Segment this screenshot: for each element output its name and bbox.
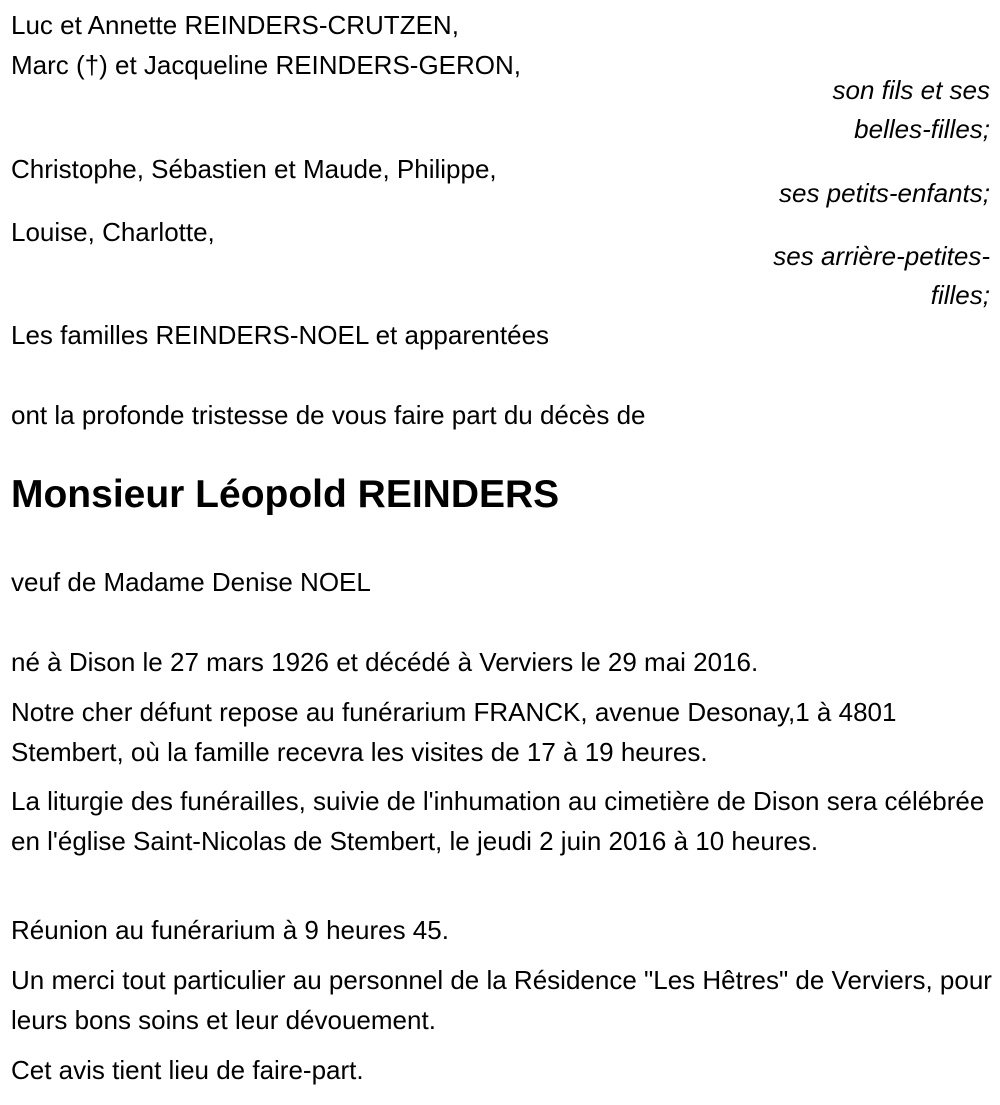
birth-death-info: né à Dison le 27 mars 1926 et décédé à Verviers le 29 mai 2016. <box>11 647 759 677</box>
family-line: Louise, Charlotte, <box>11 217 215 247</box>
relation-label: belles-filles; <box>854 114 990 144</box>
deceased-name: Monsieur Léopold REINDERS <box>11 473 560 516</box>
family-line: Marc (†) et Jacqueline REINDERS-GERON, <box>11 50 522 80</box>
funeral-info: La liturgie des funérailles, suivie de l'inhumation au cimetière de Dison sera célébrée en l'église Saint-Nicolas de Stembert, le jeudi 2 juin 2016 à 10 heures. <box>11 786 985 856</box>
widower-line: veuf de Madame Denise NOEL <box>11 567 371 597</box>
announcement-text: ont la profonde tristesse de vous faire part du décès de <box>11 400 646 430</box>
relation-label: son fils et ses <box>832 75 990 105</box>
viewing-info: Notre cher défunt repose au funérarium FRANCK, avenue Desonay,1 à 4801 Stembert, où la famille recevra les visites de 17 à 19 heures. <box>11 697 897 767</box>
family-line: Christophe, Sébastien et Maude, Philippe, <box>11 154 497 184</box>
families-line: Les familles REINDERS-NOEL et apparentées <box>11 320 550 350</box>
thanks-text: Un merci tout particulier au personnel de la Résidence "Les Hêtres" de Verviers, pour leurs bons soins et leur dévouement. <box>11 965 992 1035</box>
relation-label: filles; <box>930 280 990 310</box>
family-line: Luc et Annette REINDERS-CRUTZEN, <box>11 10 459 40</box>
relation-label: ses petits-enfants; <box>779 178 990 208</box>
meeting-info: Réunion au funérarium à 9 heures 45. <box>11 915 449 945</box>
closing-note: Cet avis tient lieu de faire-part. <box>11 1055 364 1085</box>
relation-label: ses arrière-petites- <box>773 241 990 271</box>
